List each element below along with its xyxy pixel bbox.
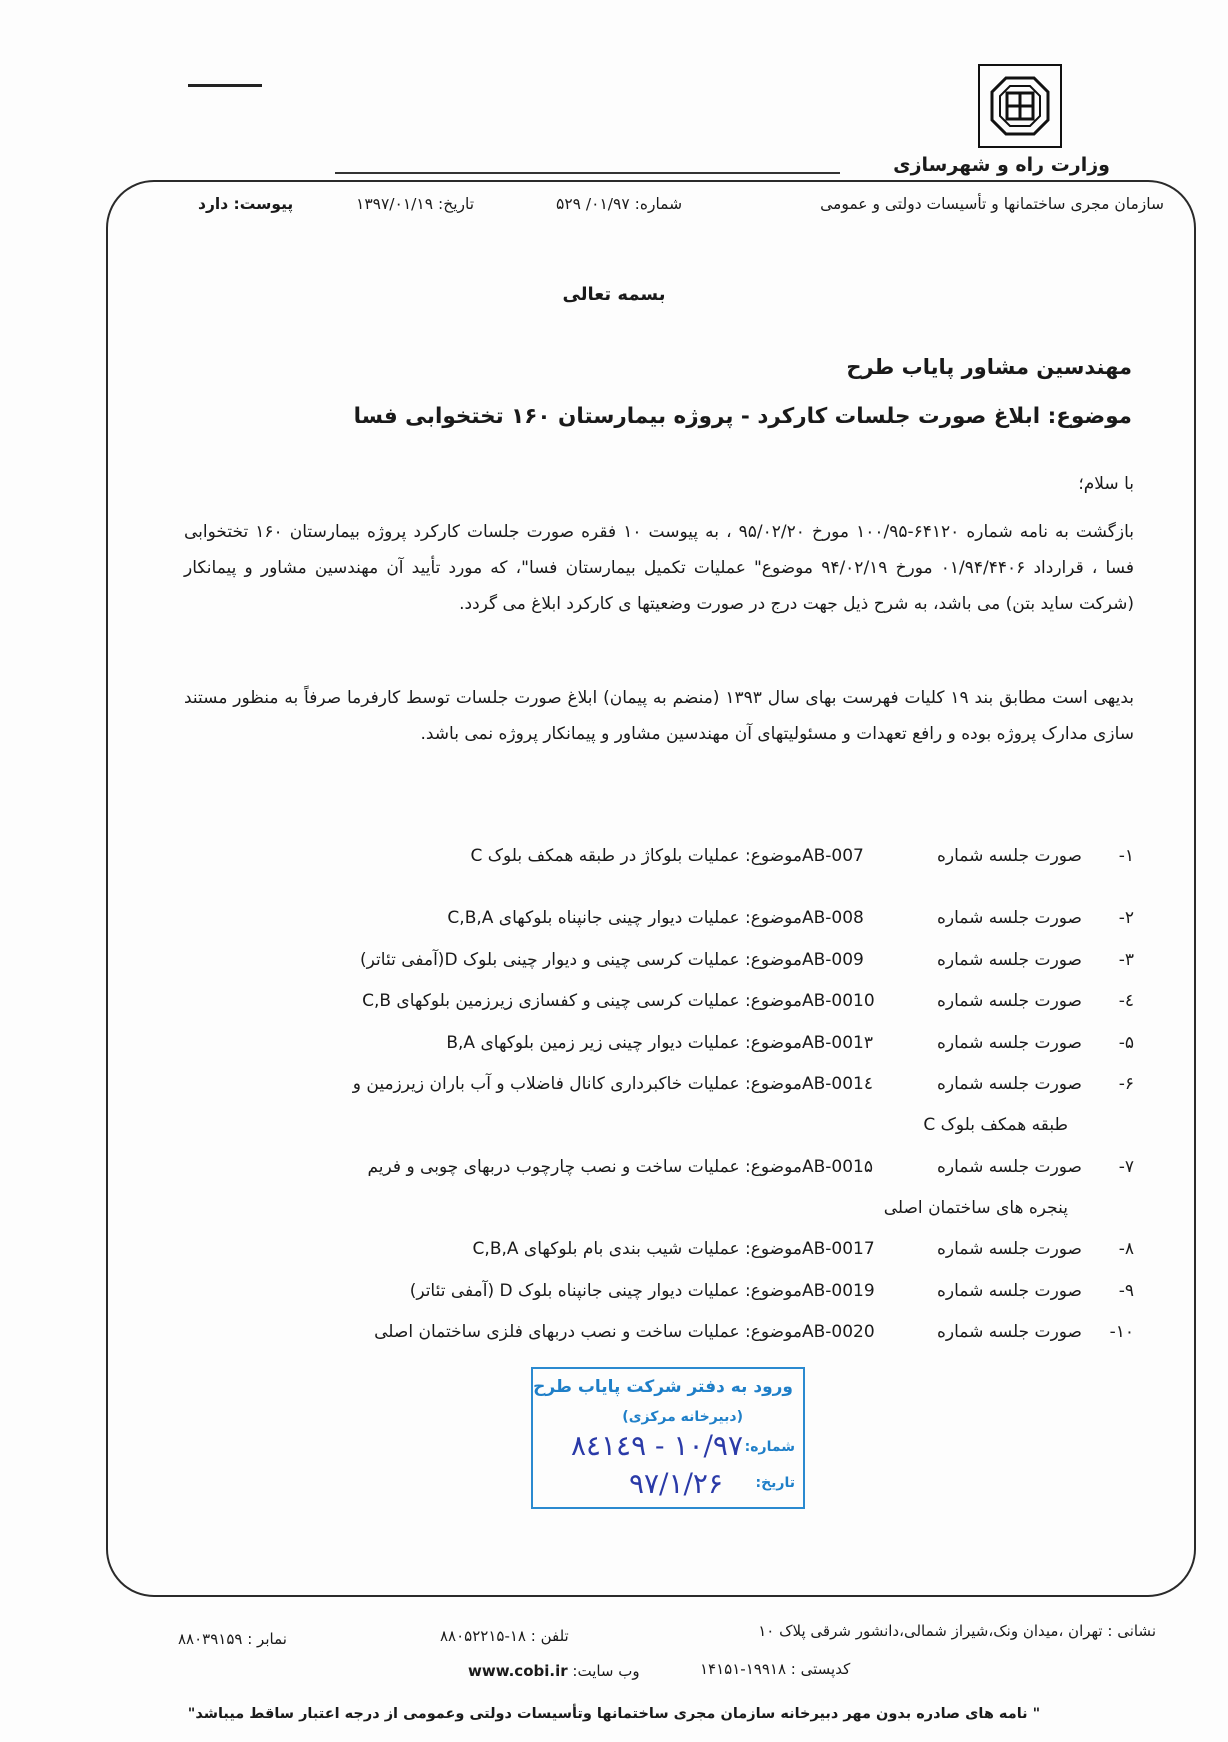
item-code: AB-009 <box>802 950 864 970</box>
item-label: صورت جلسه شماره <box>936 1157 1082 1177</box>
footer-website <box>468 1662 640 1680</box>
item-number: ۷- <box>1118 1157 1134 1177</box>
attachment-note: پیوست: دارد <box>198 195 294 213</box>
item-number: ۹- <box>1118 1281 1134 1301</box>
item-subject: موضوع: عملیات بلوکاژ در طبقه همکف بلوک C <box>470 846 802 866</box>
footer-validity-notice: " نامه های صادره بدون مهر دبیرخانه سازمان مجری ساختمانها وتأسیسات دولتی وعمومی از درجه اعتبار ساقط میباشد" <box>187 1706 1041 1722</box>
item-subject: موضوع: عملیات ساخت و نصب دربهای فلزی ساختمان اصلی <box>374 1322 802 1342</box>
item-label: صورت جلسه شماره <box>936 908 1082 928</box>
item-number: ۱- <box>1118 846 1134 866</box>
item-code: AB-0010 <box>802 991 875 1011</box>
footer-address: نشانی : تهران ،میدان ونک،شیراز شمالی،دانشور شرقی پلاک ۱۰ <box>758 1622 1156 1640</box>
list-item <box>184 1239 1134 1259</box>
list-item <box>184 991 1134 1011</box>
footer-fax: نمابر : ۸۸۰۳۹۱۵۹ <box>178 1630 287 1648</box>
body-paragraph-1: بازگشت به نامه شماره ۶۴۱۲۰-۱۰۰/۹۵ مورخ ۹۵/۰۲/۲۰ ، به پیوست ۱۰ فقره صورت جلسات کارکرد پروژه بیمارستان ۱۶۰ تختخوابی فسا ، قرارداد ۰۱/۹۴/۴۴۰۶ مورخ ۹۴/۰۲/۱۹ موضوع" عملیات تکمیل بیمارستان فسا"، که مورد تأیید آن مهندسین مشاور و پیمانکار (شرکت ساید بتن) می باشد، به شرح ذیل جهت درج در صورت وضعیتها ی کارکرد ابلاغ می گردد. <box>184 522 1134 614</box>
letter-subject: موضوع: ابلاغ صورت جلسات کارکرد - پروژه بیمارستان ۱۶۰ تختخوابی فسا <box>353 404 1132 429</box>
item-label: صورت جلسه شماره <box>936 991 1082 1011</box>
item-subject: موضوع: عملیات کرسی چینی و کفسازی زیرزمین بلوکهای C,B <box>362 991 802 1011</box>
list-item <box>184 846 1134 866</box>
header-rule <box>188 84 262 87</box>
item-subject-continued: پنجره های ساختمان اصلی <box>883 1198 1068 1218</box>
item-subject: موضوع: عملیات شیب بندی بام بلوکهای C,B,A <box>472 1239 802 1259</box>
stamp-number-value: ۱۰/۹۷ - ۸٤۱٤۹ <box>570 1429 743 1462</box>
letter-number-label: شماره: <box>634 195 683 213</box>
item-subject: موضوع: عملیات ساخت و نصب چارچوب دربهای چوبی و فریم <box>367 1157 802 1177</box>
item-subject-continued: طبقه همکف بلوک C <box>923 1115 1068 1135</box>
item-code: AB-0020 <box>802 1322 875 1342</box>
footer-website-url[interactable]: www.cobi.ir <box>468 1662 568 1680</box>
item-code: AB-008 <box>802 908 864 928</box>
item-label: صورت جلسه شماره <box>936 1239 1082 1259</box>
stamp-number-label: شماره: <box>744 1439 795 1455</box>
item-code: AB-001۵ <box>802 1157 874 1177</box>
item-code: AB-001۳ <box>802 1033 874 1053</box>
list-item <box>184 908 1134 928</box>
ministry-name: وزارت راه و شهرسازی <box>893 154 1110 176</box>
item-number: ۵- <box>1118 1033 1134 1053</box>
item-label: صورت جلسه شماره <box>936 1322 1082 1342</box>
item-subject: موضوع: عملیات خاکبرداری کانال فاضلاب و آب باران زیرزمین و <box>352 1074 802 1094</box>
body-paragraph-2: بدیهی است مطابق بند ۱۹ کلیات فهرست بهای سال ۱۳۹۳ (منضم به پیمان) ابلاغ صورت جلسات توسط کارفرما صرفاً به منظور مستند سازی مدارک پروژه بوده و رافع تعهدات و مسئولیتهای آن مهندسین مشاور و پیمانکار پروژه نمی باشد. <box>184 688 1134 744</box>
ministry-logo-icon <box>980 66 1060 146</box>
header-divider <box>335 172 840 174</box>
item-code: AB-007 <box>802 846 864 866</box>
stamp-date-label: تاریخ: <box>755 1475 795 1491</box>
item-label: صورت جلسه شماره <box>936 1281 1082 1301</box>
item-number: ۶- <box>1118 1074 1134 1094</box>
list-item <box>184 1033 1134 1053</box>
item-label: صورت جلسه شماره <box>936 846 1082 866</box>
list-item <box>184 1074 1134 1094</box>
bismillah: بسمه تعالی <box>562 284 666 305</box>
addressee: مهندسین مشاور پایاب طرح <box>846 355 1132 379</box>
letter-number-value: ۰۱/۹۷/ ۵۲۹ <box>556 195 630 213</box>
greeting: با سلام؛ <box>1078 474 1134 494</box>
item-subject: موضوع: عملیات دیوار چینی زیر زمین بلوکهای B,A <box>446 1033 802 1053</box>
received-stamp <box>531 1367 805 1509</box>
list-item <box>184 1157 1134 1177</box>
footer-phone: تلفن : ۱۸-۸۸۰۵۲۲۱۵ <box>440 1627 569 1645</box>
item-number: ٤- <box>1118 991 1134 1011</box>
item-label: صورت جلسه شماره <box>936 1074 1082 1094</box>
item-subject: موضوع: عملیات دیوار چینی جانپناه بلوکهای C,B,A <box>447 908 802 928</box>
item-label: صورت جلسه شماره <box>936 1033 1082 1053</box>
list-item <box>184 950 1134 970</box>
item-number: ۲- <box>1118 908 1134 928</box>
item-subject: موضوع: عملیات کرسی چینی و دیوار چینی بلوک D(آمفی تئاتر) <box>360 950 802 970</box>
list-item <box>184 1281 1134 1301</box>
stamp-title: ورود به دفتر شرکت پایاب طرح <box>533 1377 793 1397</box>
ministry-logo <box>978 64 1062 148</box>
organization-name: سازمان مجری ساختمانها و تأسیسات دولتی و عمومی <box>820 195 1164 213</box>
footer-postal-code: کدپستی : ۱۹۹۱۸-۱۴۱۵۱ <box>700 1660 851 1678</box>
item-subject: موضوع: عملیات دیوار چینی جانپناه بلوک D (آمفی تئاتر) <box>409 1281 802 1301</box>
item-code: AB-0017 <box>802 1239 875 1259</box>
stamp-subtitle: (دبیرخانه مرکزی) <box>622 1409 743 1425</box>
letter-date-value: ۱۳۹۷/۰۱/۱۹ <box>356 195 434 213</box>
item-code: AB-0019 <box>802 1281 875 1301</box>
stamp-date-value: ۹۷/۱/۲۶ <box>628 1467 723 1500</box>
item-label: صورت جلسه شماره <box>936 950 1082 970</box>
footer-website-label: وب سایت: <box>572 1662 640 1680</box>
list-item <box>184 1322 1134 1342</box>
item-number: ۸- <box>1118 1239 1134 1259</box>
letter-date-label: تاریخ: <box>437 195 475 213</box>
item-number: ۱۰- <box>1109 1322 1134 1342</box>
item-number: ۳- <box>1118 950 1134 970</box>
item-code: AB-001٤ <box>802 1074 874 1094</box>
